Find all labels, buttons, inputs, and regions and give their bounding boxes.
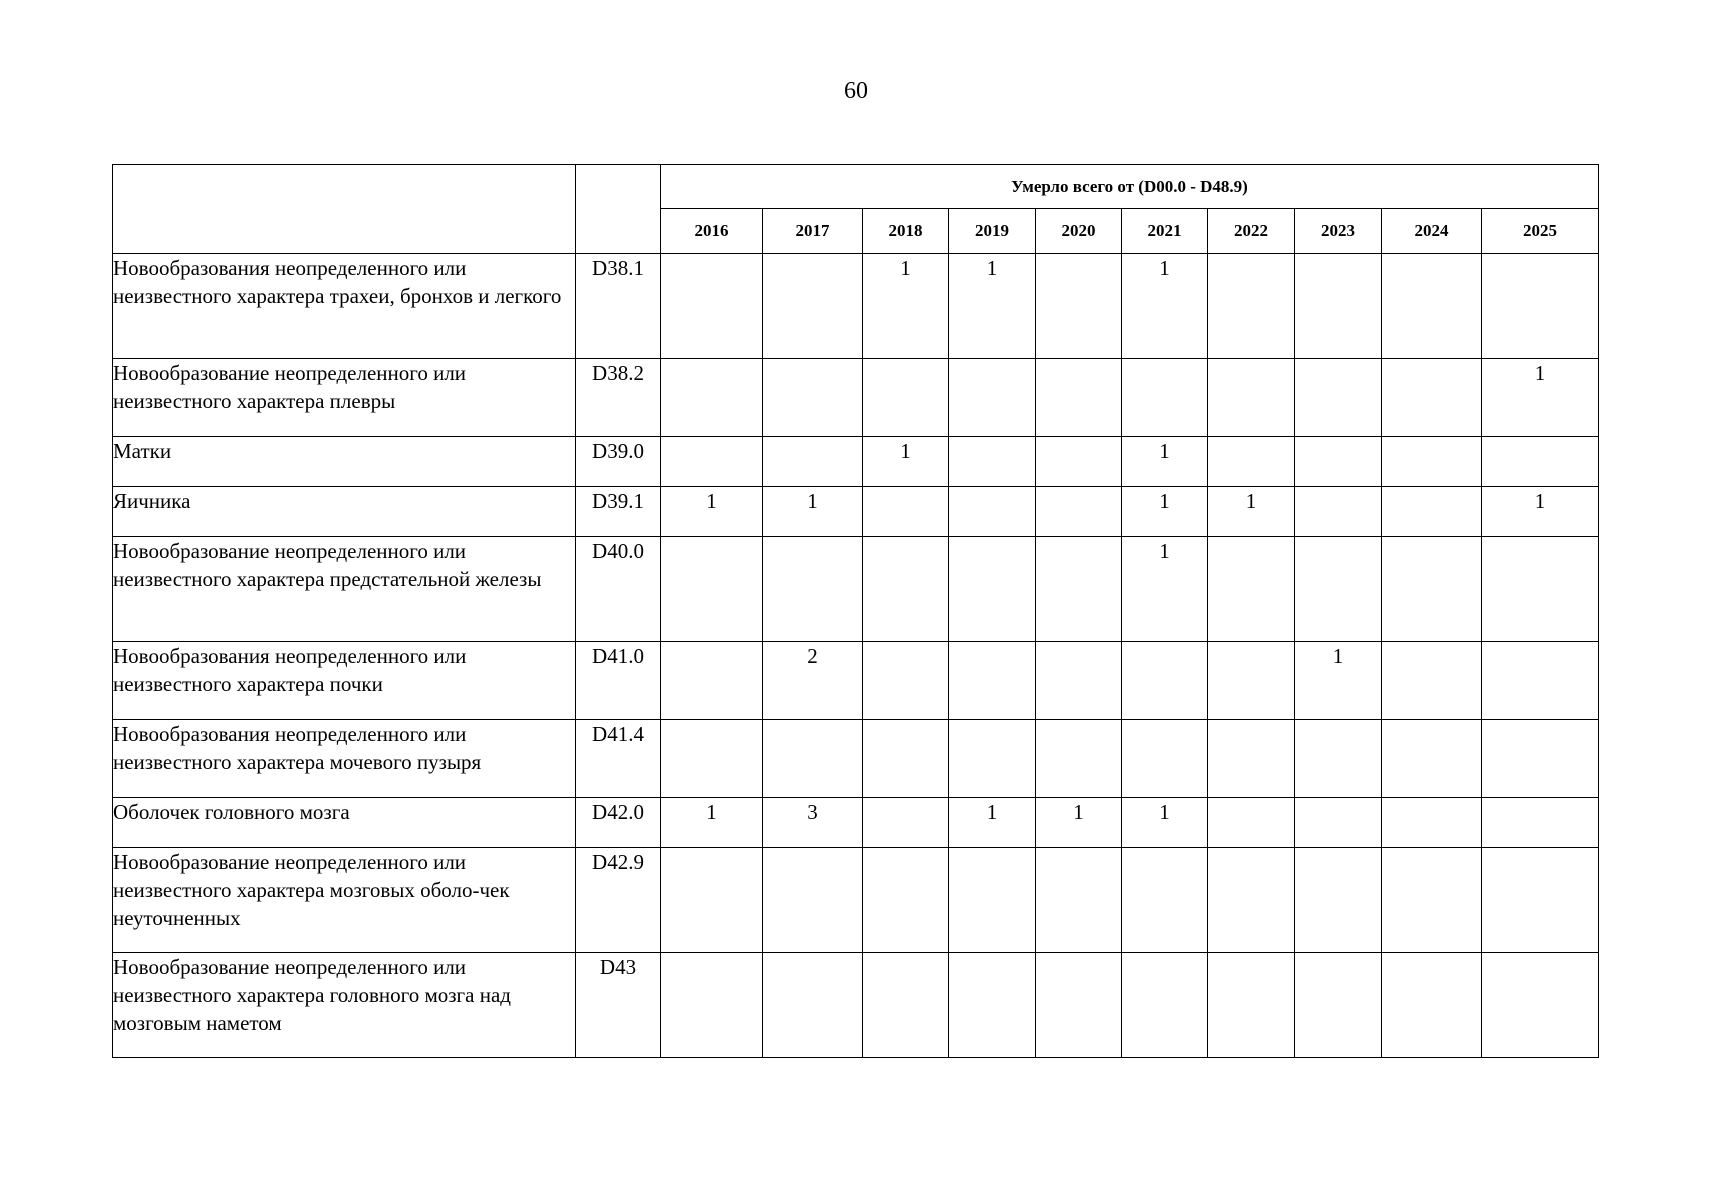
value-cell [763,953,863,1058]
value-cell: 1 [1295,642,1382,720]
value-cell [863,953,949,1058]
table-row [113,953,1599,1058]
table-body [113,254,1599,1058]
value-cell [1036,487,1122,537]
header-code-cell [576,165,661,254]
value-cell: 1 [863,254,949,359]
value-cell [863,798,949,848]
year-header: 2021 [1122,209,1208,254]
value-cell [661,720,763,798]
value-cell [863,642,949,720]
value-cell: 1 [1122,437,1208,487]
row-name: Новообразование неопределенного или неизвестного характера головного мозга над мозговым наметом [113,953,576,1058]
row-name: Новообразования неопределенного или неизвестного характера трахеи, бронхов и легкого [113,254,576,359]
row-name: Новообразование неопределенного или неизвестного характера плевры [113,359,576,437]
year-header: 2024 [1382,209,1482,254]
value-cell [1208,359,1295,437]
value-cell [1382,359,1482,437]
value-cell [1382,487,1482,537]
value-cell [1208,720,1295,798]
value-cell [1482,254,1599,359]
value-cell: 1 [661,487,763,537]
value-cell [1295,798,1382,848]
table-row [113,254,1599,359]
value-cell [1382,254,1482,359]
row-name: Новообразования неопределенного или неизвестного характера почки [113,642,576,720]
value-cell [763,437,863,487]
value-cell [1295,537,1382,642]
year-header: 2018 [863,209,949,254]
table-row [113,359,1599,437]
value-cell [1382,642,1482,720]
value-cell [1208,254,1295,359]
value-cell [949,537,1036,642]
value-cell: 1 [1036,798,1122,848]
value-cell [1382,720,1482,798]
value-cell [1295,359,1382,437]
row-code: D41.0 [576,642,661,720]
value-cell [763,254,863,359]
row-code: D40.0 [576,537,661,642]
table-row [113,848,1599,953]
value-cell [863,848,949,953]
value-cell [1036,254,1122,359]
mortality-table [112,164,1599,1058]
value-cell [1482,437,1599,487]
value-cell: 1 [763,487,863,537]
value-cell [1208,953,1295,1058]
value-cell [661,848,763,953]
table-row [113,720,1599,798]
value-cell: 1 [1122,537,1208,642]
value-cell [763,537,863,642]
year-header: 2017 [763,209,863,254]
value-cell [1208,642,1295,720]
value-cell [949,487,1036,537]
value-cell [661,537,763,642]
value-cell [949,359,1036,437]
value-cell: 3 [763,798,863,848]
value-cell: 1 [1482,487,1599,537]
value-cell: 2 [763,642,863,720]
value-cell [1382,848,1482,953]
value-cell [661,359,763,437]
value-cell [1382,798,1482,848]
value-cell [1208,848,1295,953]
table-row [113,798,1599,848]
value-cell [1482,537,1599,642]
table-row [113,437,1599,487]
value-cell [661,254,763,359]
row-code: D42.9 [576,848,661,953]
value-cell [1122,720,1208,798]
value-cell [1036,953,1122,1058]
group-header: Умерло всего от (D00.0 - D48.9) [661,165,1599,209]
value-cell [949,642,1036,720]
value-cell: 1 [949,254,1036,359]
value-cell [1482,848,1599,953]
row-code: D39.1 [576,487,661,537]
value-cell [1295,487,1382,537]
row-name: Новообразование неопределенного или неизвестного характера мозговых оболо-чек неуточненных [113,848,576,953]
value-cell [863,359,949,437]
value-cell: 1 [1122,487,1208,537]
value-cell [1122,359,1208,437]
value-cell [1295,254,1382,359]
value-cell [1036,848,1122,953]
row-name: Оболочек головного мозга [113,798,576,848]
value-cell [1122,642,1208,720]
value-cell [1208,437,1295,487]
row-name: Новообразование неопределенного или неизвестного характера предстательной железы [113,537,576,642]
value-cell [1482,798,1599,848]
value-cell: 1 [863,437,949,487]
value-cell [1295,437,1382,487]
value-cell [661,437,763,487]
value-cell [1482,642,1599,720]
value-cell [1382,953,1482,1058]
value-cell [949,953,1036,1058]
value-cell [1036,537,1122,642]
value-cell: 1 [1122,798,1208,848]
table-row [113,537,1599,642]
value-cell [863,720,949,798]
row-code: D39.0 [576,437,661,487]
value-cell [863,537,949,642]
value-cell: 1 [1122,254,1208,359]
value-cell [1382,537,1482,642]
value-cell [1482,720,1599,798]
value-cell [763,720,863,798]
value-cell: 1 [1208,487,1295,537]
value-cell [1295,720,1382,798]
table-header [113,165,1599,254]
value-cell [1122,848,1208,953]
value-cell [1208,537,1295,642]
year-header: 2019 [949,209,1036,254]
table-row [113,487,1599,537]
year-header: 2022 [1208,209,1295,254]
page-number: 60 [844,78,868,104]
year-header: 2023 [1295,209,1382,254]
value-cell [661,642,763,720]
row-name: Новообразования неопределенного или неизвестного характера мочевого пузыря [113,720,576,798]
value-cell: 1 [661,798,763,848]
year-header: 2016 [661,209,763,254]
row-code: D43 [576,953,661,1058]
value-cell [1208,798,1295,848]
row-name: Яичника [113,487,576,537]
value-cell [1036,642,1122,720]
value-cell [863,487,949,537]
value-cell [949,720,1036,798]
value-cell [1382,437,1482,487]
value-cell [1295,848,1382,953]
value-cell [1036,359,1122,437]
row-code: D38.2 [576,359,661,437]
year-header: 2025 [1482,209,1599,254]
header-name-cell [113,165,576,254]
value-cell [1036,437,1122,487]
row-code: D42.0 [576,798,661,848]
value-cell [763,359,863,437]
value-cell [1122,953,1208,1058]
value-cell [1036,720,1122,798]
value-cell [763,848,863,953]
value-cell: 1 [1482,359,1599,437]
value-cell [949,848,1036,953]
row-code: D41.4 [576,720,661,798]
row-name: Матки [113,437,576,487]
value-cell: 1 [949,798,1036,848]
value-cell [1482,953,1599,1058]
value-cell [949,437,1036,487]
value-cell [661,953,763,1058]
row-code: D38.1 [576,254,661,359]
value-cell [1295,953,1382,1058]
table-row [113,642,1599,720]
year-header: 2020 [1036,209,1122,254]
